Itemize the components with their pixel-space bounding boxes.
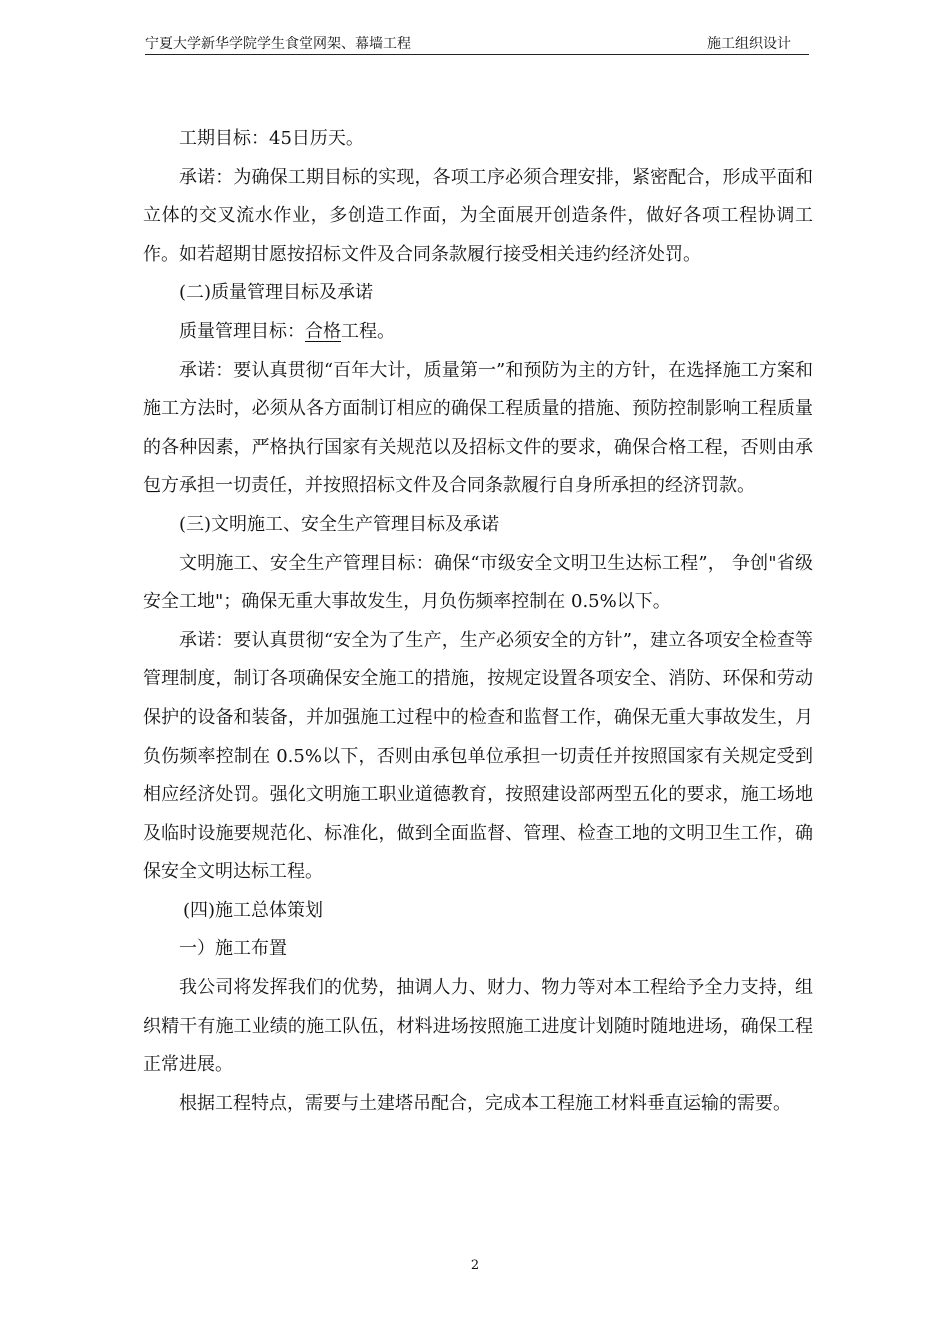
paragraph-quality-target — [143, 313, 813, 352]
header-project-title: 宁夏大学新华学院学生食堂网架、幕墙工程 — [145, 36, 411, 52]
paragraph-schedule-commitment: 承诺：为确保工期目标的实现，各项工序必须合理安排，紧密配合，形成平面和立体的交叉流水作业，多创造工作面，为全面展开创造条件，做好各项工程协调工作。如若超期甘愿按招标文件及合同条款履行接受相关违约经济处罚。 — [143, 166, 813, 265]
page-header — [145, 34, 809, 55]
quality-target-suffix: 工程。 — [341, 320, 395, 342]
quality-target-grade: 合格 — [305, 320, 341, 342]
page-number: 2 — [470, 1258, 480, 1273]
paragraph-company-support: 我公司将发挥我们的优势，抽调人力、财力、物力等对本工程给予全力支持，组织精干有施工业绩的施工队伍，材料进场按照施工进度计划随时随地进场，确保工程正常进展。 — [143, 977, 813, 1076]
header-document-type: 施工组织设计 — [707, 36, 791, 52]
heading-quality-management: (二)质量管理目标及承诺 — [179, 282, 374, 304]
quality-target-prefix: 质量管理目标： — [179, 320, 305, 342]
heading-construction-planning: (四)施工总体策划 — [183, 899, 324, 921]
heading-construction-layout: 一）施工布置 — [179, 938, 287, 960]
heading-safety-management: (三)文明施工、安全生产管理目标及承诺 — [179, 513, 500, 535]
document-body — [143, 120, 813, 1123]
paragraph-quality-commitment: 承诺：要认真贯彻“百年大计，质量第一”和预防为主的方针，在选择施工方案和施工方法时，必须从各方面制订相应的确保工程质量的措施、预防控制影响工程质量的各种因素，严格执行国家有关规范以及招标文件的要求，确保合格工程，否则由承包方承担一切责任，并按照招标文件及合同条款履行自身所承担的经济罚款。 — [143, 359, 813, 497]
paragraph-safety-commitment: 承诺：要认真贯彻“安全为了生产，生产必须安全的方针”，建立各项安全检查等管理制度，制订各项确保安全施工的措施，按规定设置各项安全、消防、环保和劳动保护的设备和装备，并加强施工过程中的检查和监督工作，确保无重大事故发生，月负伤频率控制在 0.5%以下，否则由承包单位承担一切责任并按照国家有关规定受到相应经济处罚。强化文明施工职业道德教育，按照建设部两型五化的要求，施工场地及临时设施要规范化、标准化，做到全面监督、管理、检查工地的文明卫生工作，确保安全文明达标工程。 — [143, 629, 813, 883]
paragraph-crane-coordination: 根据工程特点，需要与土建塔吊配合，完成本工程施工材料垂直运输的需要。 — [179, 1092, 791, 1114]
paragraph-safety-target: 文明施工、安全生产管理目标：确保“市级安全文明卫生达标工程”， 争创"省级安全工地"；确保无重大事故发生，月负伤频率控制在 0.5%以下。 — [143, 552, 813, 613]
paragraph-schedule-target: 工期目标：45日历天。 — [179, 128, 364, 149]
